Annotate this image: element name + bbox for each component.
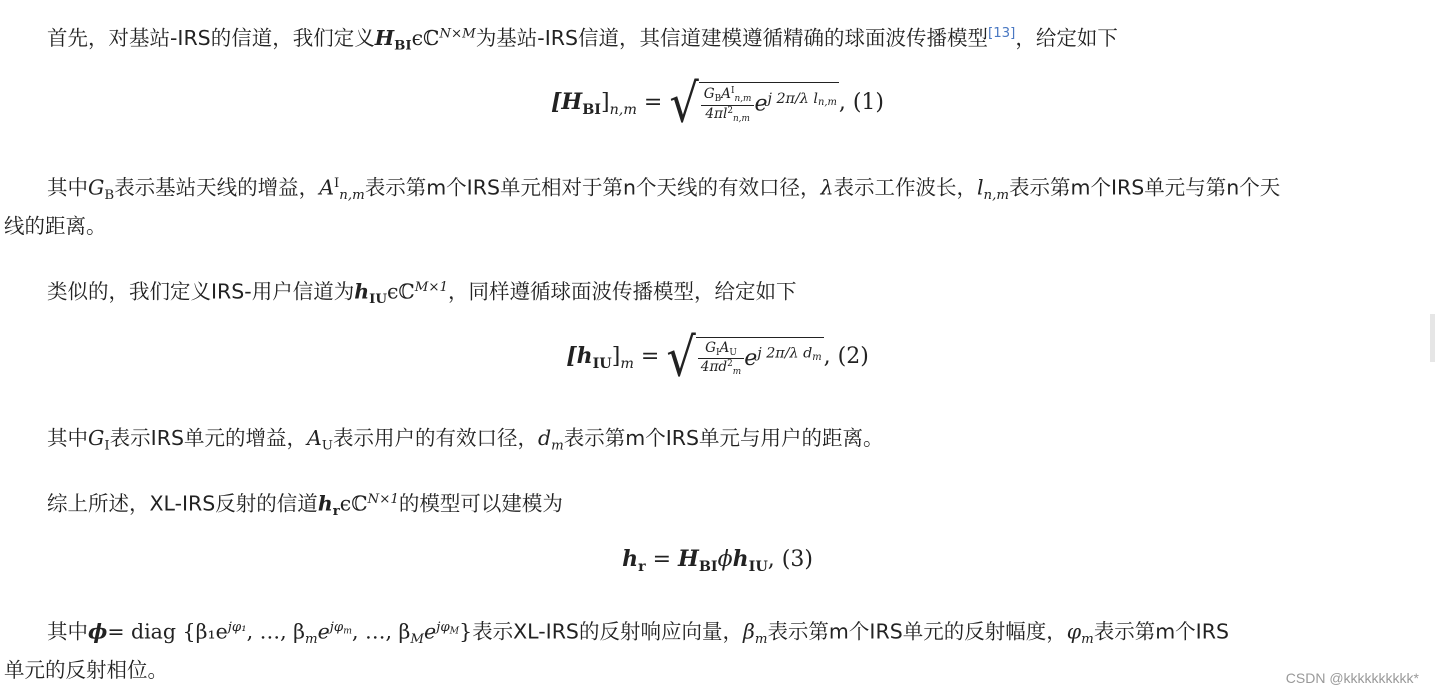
- sym: e: [754, 92, 768, 117]
- radicand: [696, 337, 824, 377]
- text: 表示基站天线的增益，: [114, 175, 320, 200]
- math-exponent: jφ: [329, 620, 344, 635]
- math-index: n,m: [609, 102, 637, 118]
- text: 表示IRS单元的增益，: [109, 426, 307, 450]
- denominator: [698, 359, 744, 377]
- exponent: j 2π/λ l: [767, 91, 818, 108]
- math-equals: =: [643, 90, 663, 115]
- sym: G: [705, 339, 717, 356]
- equation-3: [0, 546, 1435, 575]
- text: 为基站-IRS信道，其信道建模遵循精确的球面波传播模型: [475, 25, 989, 50]
- math-symbol: A: [306, 426, 322, 450]
- denominator: [701, 106, 755, 124]
- sup: 2: [727, 105, 733, 116]
- equation-1: [0, 71, 1435, 135]
- text: 表示第m个IRS单元与第n个天: [1008, 175, 1281, 200]
- numerator: [701, 86, 755, 105]
- math-symbol: h: [354, 279, 370, 304]
- math-symbol: A: [319, 175, 334, 200]
- math-symbol: H: [678, 546, 699, 572]
- math-subscript: m: [1081, 631, 1094, 647]
- math-symbol: λ: [820, 175, 834, 200]
- math-dimension: N×M: [439, 26, 476, 42]
- math-subscript: BI: [394, 37, 412, 54]
- math-set: ϵℂ: [386, 279, 415, 304]
- scrollbar-indicator[interactable]: [1430, 314, 1435, 362]
- math-equals: =: [652, 547, 672, 572]
- math-subscript: B: [104, 187, 115, 203]
- math-subscript: m: [754, 631, 768, 647]
- math-subscript: m: [343, 625, 352, 637]
- text: 表示工作波长，: [833, 175, 977, 200]
- radicand: [699, 82, 839, 123]
- math-lhs: [H: [551, 89, 583, 115]
- text: 的模型可以建模为: [398, 491, 563, 516]
- paragraph-3: [0, 268, 1435, 319]
- math-subscript: m: [551, 438, 564, 454]
- math-exponent: jφ₁: [227, 620, 247, 635]
- text: 表示第m个IRS单元与用户的距离。: [563, 426, 884, 450]
- text: 表示第m个IRS: [1093, 619, 1229, 644]
- math-subscript: M: [410, 631, 425, 647]
- radical-sign-icon: √: [669, 71, 699, 135]
- math-subscript: U: [321, 438, 334, 454]
- text: 综上所述，XL-IRS反射的信道: [47, 491, 318, 516]
- text: 其中: [47, 619, 88, 644]
- math-symbol: h: [622, 546, 639, 572]
- math-subscript: BI: [698, 559, 718, 575]
- sub: m: [812, 351, 822, 363]
- text: 表示用户的有效口径，: [333, 426, 539, 450]
- text: 首先，对基站-IRS的信道，我们定义: [47, 25, 375, 50]
- math-subscript: IU: [592, 356, 612, 372]
- math-expression: e: [317, 619, 330, 644]
- math-symbol: G: [88, 426, 105, 450]
- paragraph-1: [0, 14, 1435, 66]
- math-exponent: jφ: [436, 620, 450, 635]
- radical-sign-icon: √: [666, 325, 696, 389]
- text: 类似的，我们定义IRS-用户信道为: [47, 279, 355, 304]
- math-dimension: M×1: [414, 280, 449, 295]
- sub: n,m: [732, 113, 750, 124]
- math-subscript: r: [332, 502, 340, 519]
- fraction: [698, 341, 744, 377]
- sqrt-radical: [669, 71, 839, 135]
- numerator: [698, 341, 744, 359]
- math-subscript: BI: [582, 102, 601, 118]
- sub: B: [714, 94, 722, 105]
- sym: e: [744, 346, 758, 371]
- equation-tag: , (3): [767, 547, 813, 572]
- equation-tag: , (1): [838, 90, 884, 115]
- math-symbol: ϕ: [88, 619, 108, 644]
- sub: n,m: [734, 94, 752, 105]
- equation-2: [0, 325, 1435, 389]
- math-symbol: l: [976, 175, 984, 200]
- text: ，给定如下: [1015, 25, 1118, 50]
- sym: G: [703, 86, 715, 103]
- math-subscript: I: [104, 438, 110, 454]
- math-subscript: m: [305, 631, 318, 647]
- math-subscript: r: [638, 559, 646, 575]
- sup: I: [731, 86, 735, 97]
- math-expression: , …, β: [351, 619, 411, 644]
- math-expression: = diag {β₁e: [107, 619, 228, 644]
- math-superscript: I: [334, 176, 340, 191]
- math-brace: }: [459, 619, 473, 644]
- sup: 2: [727, 359, 733, 370]
- math-symbol: h: [317, 491, 333, 516]
- math-dimension: N×1: [367, 492, 399, 507]
- sym: A: [721, 86, 732, 103]
- sub: n,m: [817, 97, 837, 109]
- text: 线的距离。: [4, 214, 107, 238]
- math-set: ϵℂ: [339, 491, 368, 516]
- text: 表示第m个IRS单元的反射幅度，: [767, 619, 1067, 644]
- sym: A: [719, 339, 730, 356]
- math-subscript: IU: [369, 290, 387, 307]
- math-symbol: G: [88, 175, 105, 200]
- sub: I: [716, 347, 720, 358]
- math-symbol: d: [538, 426, 552, 450]
- paragraph-4: [0, 418, 1435, 467]
- math-subscript: M: [449, 625, 460, 637]
- sym: 4πl: [705, 105, 728, 122]
- math-symbol: H: [374, 25, 395, 50]
- text: 其中: [47, 175, 88, 200]
- math-set: ϵℂ: [411, 25, 440, 50]
- math-symbol: φ: [1066, 619, 1082, 644]
- math-subscript: n,m: [339, 187, 365, 203]
- text: ，同样遵循球面波传播模型，给定如下: [448, 279, 797, 304]
- math-expression: e: [424, 619, 437, 644]
- math-symbol: β: [742, 619, 755, 644]
- sqrt-radical: [666, 325, 823, 389]
- math-subscript: n,m: [983, 187, 1009, 203]
- math-subscript: IU: [748, 559, 768, 575]
- text: 单元的反射相位。: [4, 658, 168, 682]
- paragraph-2-line-2: [0, 206, 1434, 246]
- paragraph-6-line-2: [0, 650, 1434, 690]
- sub: m: [732, 367, 742, 378]
- citation-link[interactable]: [13]: [988, 26, 1016, 41]
- math-equals: =: [640, 344, 660, 369]
- math-symbol: h: [732, 546, 749, 572]
- paragraph-5: [0, 480, 1435, 531]
- math-lhs: [h: [566, 343, 593, 369]
- math-symbol: ϕ: [717, 547, 733, 572]
- math-bracket: ]: [600, 90, 610, 115]
- sub: U: [729, 347, 737, 358]
- text: 表示XL-IRS的反射响应向量，: [472, 619, 743, 644]
- math-bracket: ]: [611, 344, 621, 369]
- equation-tag: , (2): [823, 344, 869, 369]
- sym: 4πd: [700, 358, 728, 375]
- exponent: j 2π/λ d: [757, 345, 813, 362]
- text: 表示第m个IRS单元相对于第n个天线的有效口径，: [364, 175, 821, 200]
- math-expression: , …, β: [246, 619, 306, 644]
- fraction: [701, 86, 755, 123]
- text: 其中: [47, 426, 88, 450]
- watermark: CSDN @kkkkkkkkkk*: [1285, 670, 1419, 686]
- math-index: m: [620, 356, 634, 372]
